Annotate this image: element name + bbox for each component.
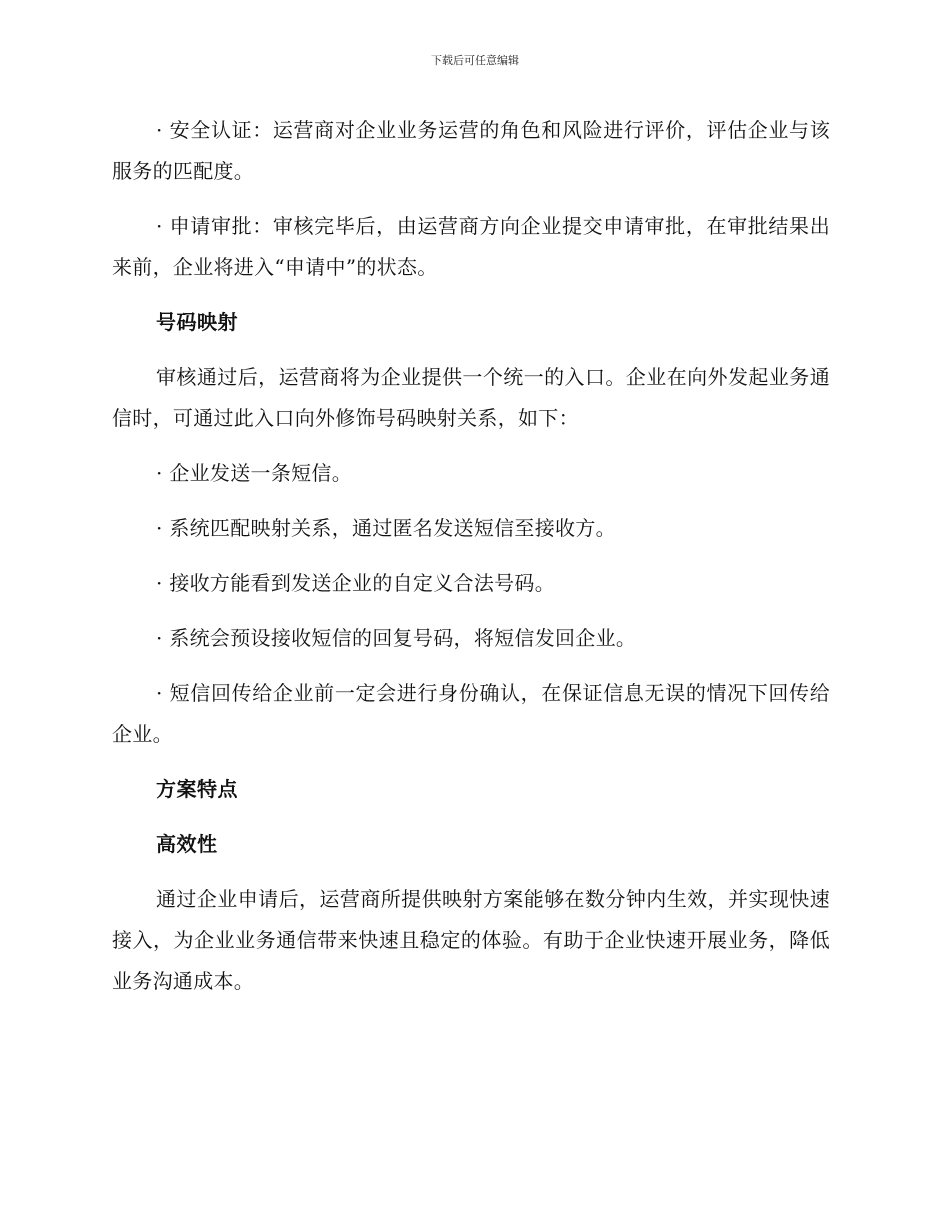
bullet-application-approval: · 申请审批：审核完毕后，由运营商方向企业提交申请审批，在审批结果出来前，企业将进入“申请中”的状态。 <box>112 214 830 279</box>
paragraph-efficiency: 通过企业申请后，运营商所提供映射方案能够在数分钟内生效，并实现快速接入，为企业业务通信带来快速且稳定的体验。有助于企业快速开展业务，降低业务沟通成本。 <box>112 887 830 993</box>
bullet-reply-number: · 系统会预设接收短信的回复号码，将短信发回企业。 <box>156 626 637 650</box>
bullet-security-auth: · 安全认证：运营商对企业业务运营的角色和风险进行评价，评估企业与该服务的匹配度。 <box>112 118 830 183</box>
section-heading-solution-features: 方案特点 <box>156 777 238 801</box>
bullet-match-mapping: · 系统匹配映射关系，通过匿名发送短信至接收方。 <box>156 516 616 540</box>
bullet-receiver-sees-number: · 接收方能看到发送企业的自定义合法号码。 <box>156 571 556 595</box>
bullet-send-sms: · 企业发送一条短信。 <box>156 461 353 485</box>
bullet-identity-confirm: · 短信回传给企业前一定会进行身份确认，在保证信息无误的情况下回传给企业。 <box>112 681 830 746</box>
page-header: 下载后可任意编辑 <box>431 54 519 67</box>
section-heading-number-mapping: 号码映射 <box>156 310 238 334</box>
paragraph-mapping-intro: 审核通过后，运营商将为企业提供一个统一的入口。企业在向外发起业务通信时，可通过此入口向外修饰号码映射关系，如下： <box>112 365 830 430</box>
section-heading-efficiency: 高效性 <box>156 832 218 856</box>
document-body <box>112 110 830 1002</box>
